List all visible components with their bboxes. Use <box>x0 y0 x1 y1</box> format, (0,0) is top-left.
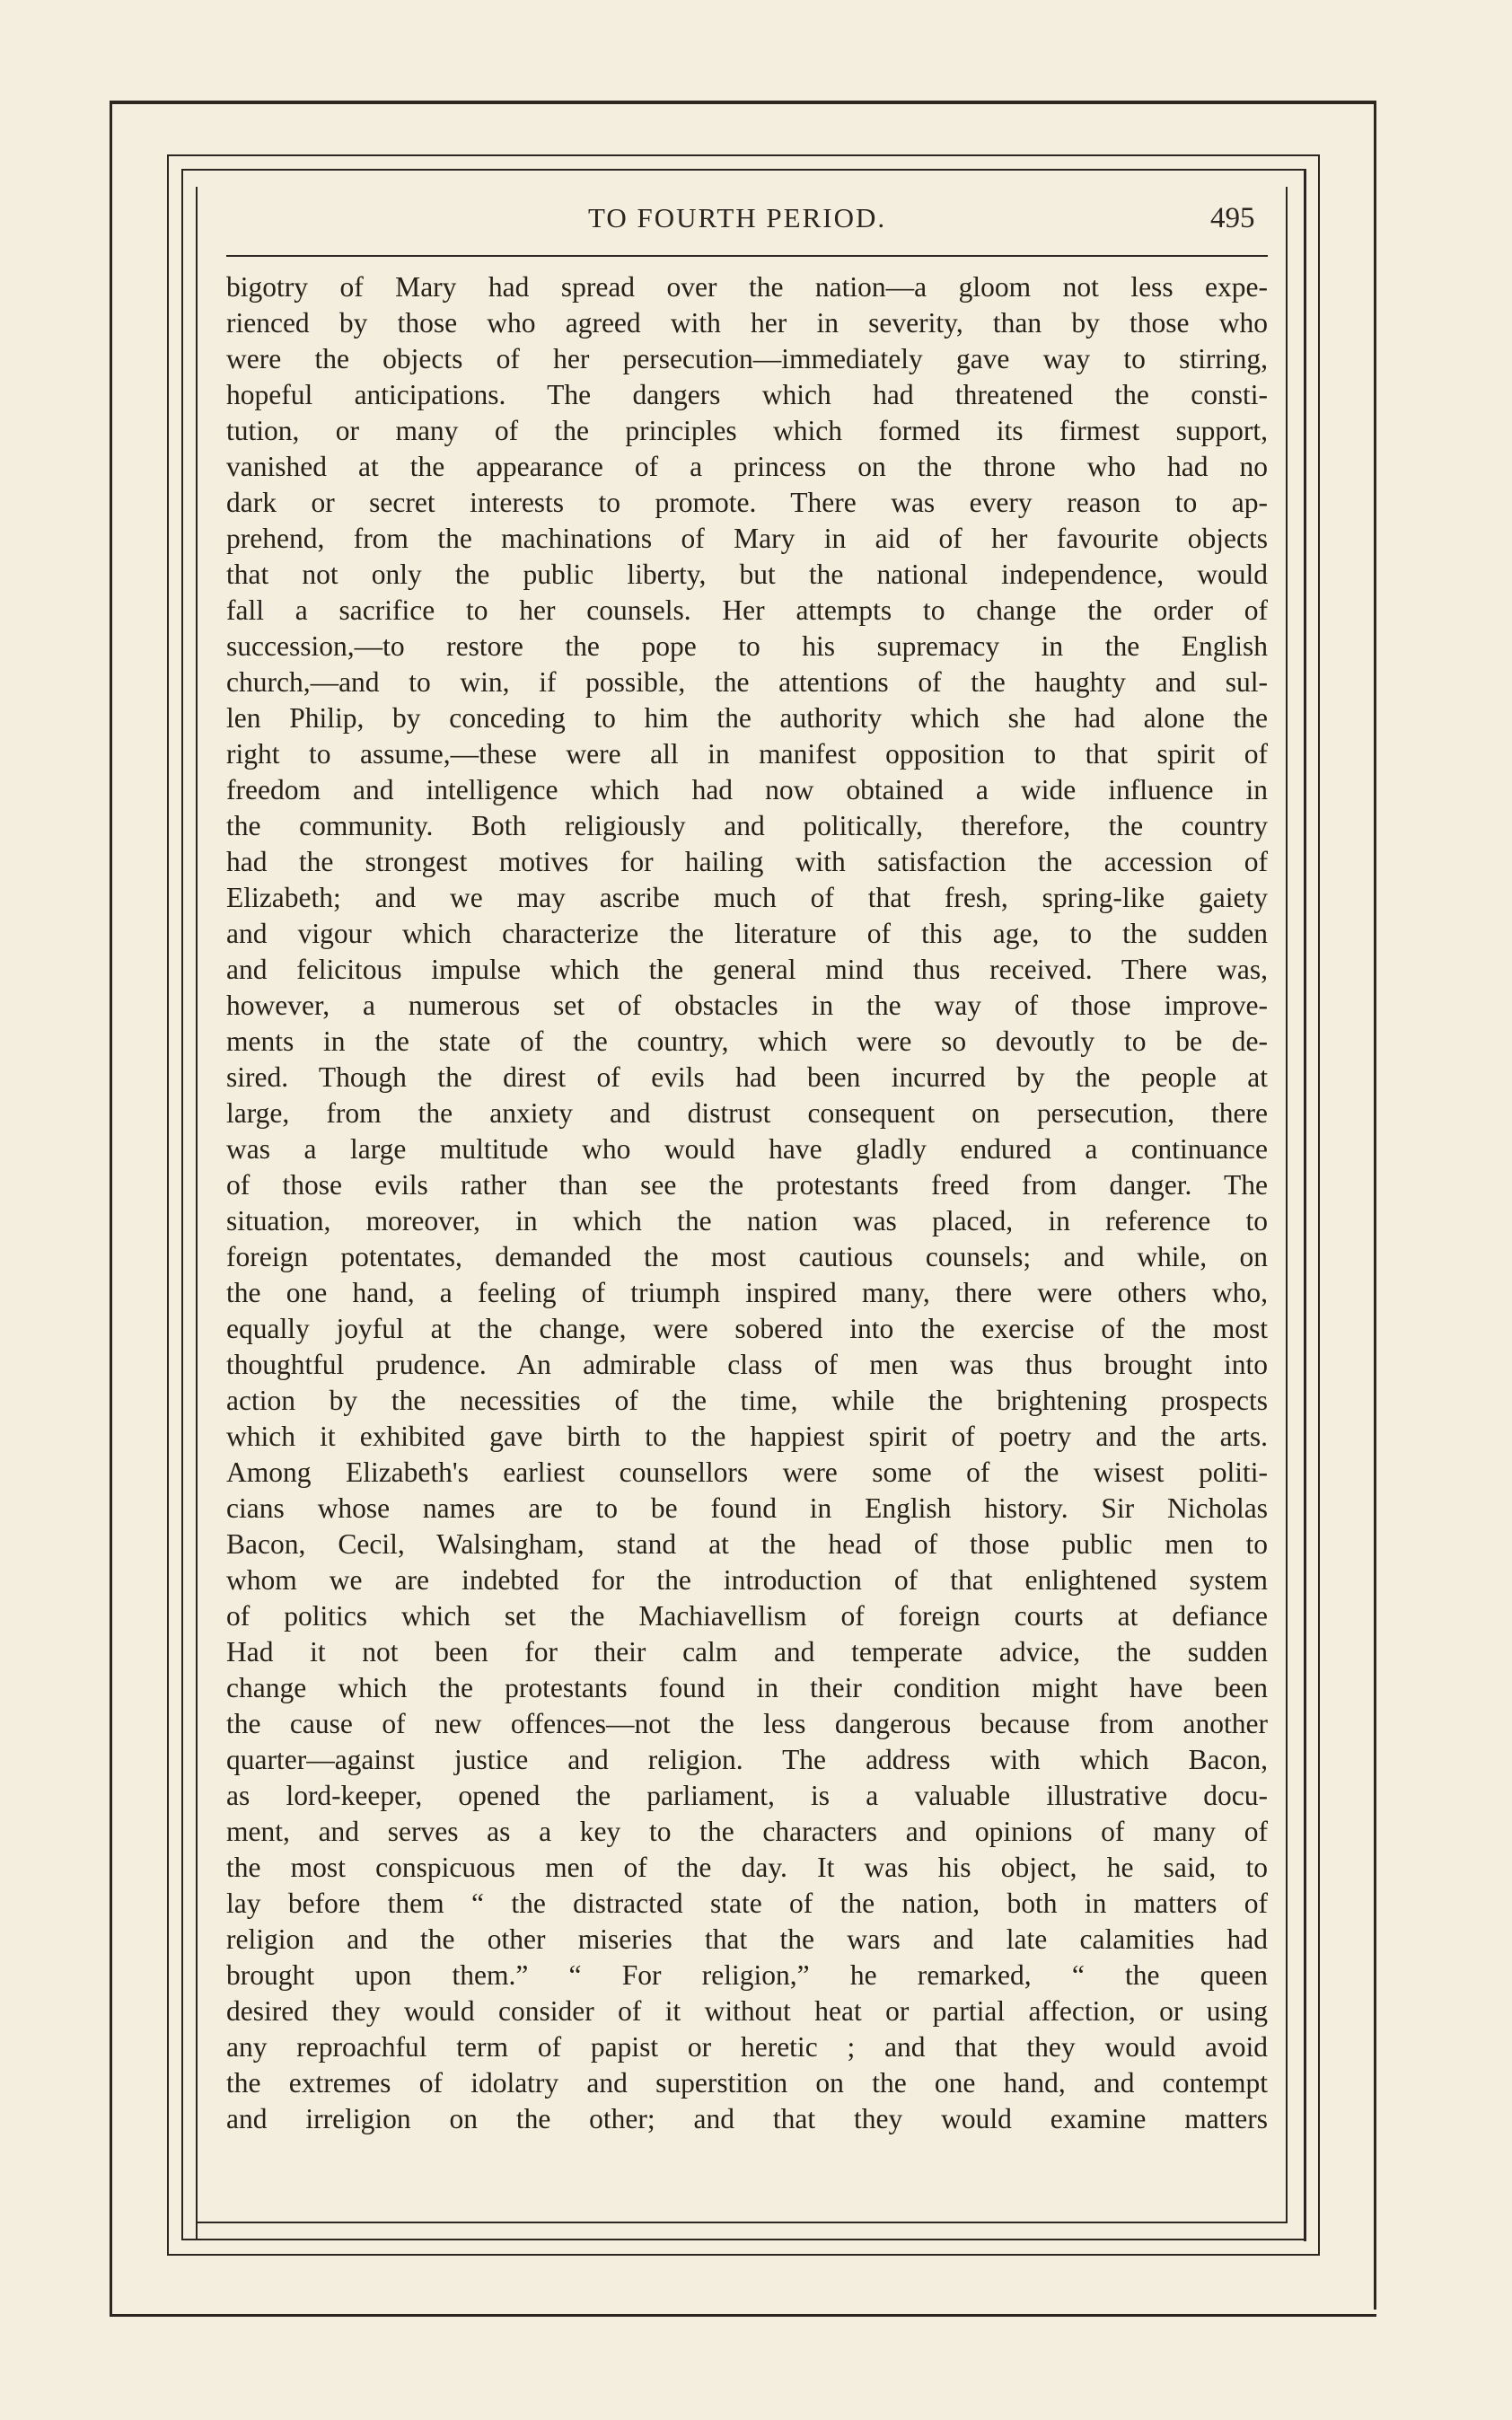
text-line: fall a sacrifice to her counsels. Her attempts to change the order of <box>226 594 1268 626</box>
frame-inner-right <box>1304 169 1306 2241</box>
frame-middle-right <box>1318 154 1320 2254</box>
text-line: ments in the state of the country, which were so devoutly to be de- <box>226 1025 1268 1057</box>
text-line: succession,—to restore the pope to his supremacy in the English <box>226 630 1268 662</box>
text-border-right <box>1286 187 1288 2223</box>
frame-middle-bottom <box>167 2254 1320 2256</box>
body-text <box>226 269 1268 2137</box>
text-line: right to assume,—these were all in manifest opposition to that spirit of <box>226 738 1268 770</box>
text-line: that not only the public liberty, but the national independence, would <box>226 559 1268 590</box>
text-border-bottom <box>196 2222 1288 2223</box>
text-line: situation, moreover, in which the nation was placed, in reference to <box>226 1205 1268 1236</box>
text-line: Bacon, Cecil, Walsingham, stand at the head of those public men to <box>226 1528 1268 1560</box>
text-line: the extremes of idolatry and superstition on the one hand, and contempt <box>226 2067 1268 2099</box>
text-line: change which the protestants found in their condition might have been <box>226 1672 1268 1703</box>
text-line: freedom and intelligence which had now obtained a wide influence in <box>226 774 1268 805</box>
text-line: thoughtful prudence. An admirable class of men was thus brought into <box>226 1349 1268 1380</box>
header-rule <box>226 255 1268 257</box>
text-line: which it exhibited gave birth to the happiest spirit of poetry and the arts. <box>226 1421 1268 1452</box>
text-line: vanished at the appearance of a princess on the throne who had no <box>226 451 1268 482</box>
text-line: ment, and serves as a key to the characters and opinions of many of <box>226 1816 1268 1847</box>
frame-inner-left <box>181 169 183 2240</box>
frame-middle-left <box>167 154 169 2256</box>
text-line: of those evils rather than see the protestants freed from danger. The <box>226 1169 1268 1201</box>
text-line: and felicitous impulse which the general mind thus received. There was, <box>226 954 1268 985</box>
text-line: desired they would consider of it without heat or partial affection, or using <box>226 1995 1268 2027</box>
frame-inner-top <box>181 169 1305 171</box>
frame-middle-top <box>167 154 1320 156</box>
text-line: Among Elizabeth's earliest counsellors were some of the wisest politi- <box>226 1456 1268 1488</box>
text-line: Had it not been for their calm and temperate advice, the sudden <box>226 1636 1268 1668</box>
text-line: whom we are indebted for the introduction of that enlightened system <box>226 1564 1268 1596</box>
text-line: large, from the anxiety and distrust consequent on persecution, there <box>226 1097 1268 1129</box>
text-line: church,—and to win, if possible, the attentions of the haughty and sul- <box>226 666 1268 698</box>
page-number: 495 <box>1210 202 1255 234</box>
text-line: len Philip, by conceding to him the authority which she had alone the <box>226 702 1268 734</box>
running-title: TO FOURTH PERIOD. <box>588 202 887 233</box>
text-line: the one hand, a feeling of triumph inspired many, there were others who, <box>226 1277 1268 1308</box>
text-line: equally joyful at the change, were sobered into the exercise of the most <box>226 1313 1268 1344</box>
text-line: lay before them “ the distracted state of the nation, both in matters of <box>226 1888 1268 1919</box>
text-line: prehend, from the machinations of Mary in aid of her favourite objects <box>226 523 1268 554</box>
text-line: brought upon them.” “ For religion,” he remarked, “ the queen <box>226 1959 1268 1991</box>
frame-outer-top <box>110 101 1376 104</box>
text-line: the most conspicuous men of the day. It was his object, he said, to <box>226 1852 1268 1883</box>
frame-inner-bottom <box>181 2239 1306 2240</box>
text-line: however, a numerous set of obstacles in the way of those improve- <box>226 990 1268 1021</box>
text-line: had the strongest motives for hailing with satisfaction the accession of <box>226 846 1268 877</box>
text-line: Elizabeth; and we may ascribe much of that fresh, spring-like gaiety <box>226 882 1268 913</box>
text-line: quarter—against justice and religion. The address with which Bacon, <box>226 1744 1268 1775</box>
text-line: the community. Both religiously and politically, therefore, the country <box>226 810 1268 841</box>
text-border-left <box>196 187 198 2240</box>
text-line: action by the necessities of the time, while the brightening prospects <box>226 1385 1268 1416</box>
text-line: hopeful anticipations. The dangers which had threatened the consti- <box>226 379 1268 410</box>
text-line: foreign potentates, demanded the most cautious counsels; and while, on <box>226 1241 1268 1272</box>
text-line: as lord-keeper, opened the parliament, is a valuable illustrative docu- <box>226 1780 1268 1811</box>
text-line: dark or secret interests to promote. There was every reason to ap- <box>226 487 1268 518</box>
text-line: sired. Though the direst of evils had been incurred by the people at <box>226 1061 1268 1093</box>
text-line: tution, or many of the principles which formed its firmest support, <box>226 415 1268 446</box>
text-line: and irreligion on the other; and that they would examine matters <box>226 2103 1268 2134</box>
text-line: rienced by those who agreed with her in severity, than by those who <box>226 307 1268 339</box>
frame-outer-right <box>1374 101 1376 2310</box>
text-line: of politics which set the Machiavellism of foreign courts at defiance <box>226 1600 1268 1632</box>
frame-outer-left <box>110 101 112 2317</box>
text-line: the cause of new offences—not the less dangerous because from another <box>226 1708 1268 1739</box>
text-line: was a large multitude who would have gladly endured a continuance <box>226 1133 1268 1165</box>
text-line: cians whose names are to be found in English history. Sir Nicholas <box>226 1492 1268 1524</box>
text-line: bigotry of Mary had spread over the nation—a gloom not less expe- <box>226 271 1268 303</box>
text-line: religion and the other miseries that the wars and late calamities had <box>226 1923 1268 1955</box>
frame-outer-bottom <box>110 2314 1376 2317</box>
text-line: and vigour which characterize the literature of this age, to the sudden <box>226 918 1268 949</box>
text-line: were the objects of her persecution—immediately gave way to stirring, <box>226 343 1268 374</box>
text-line: any reproachful term of papist or heretic ; and that they would avoid <box>226 2031 1268 2063</box>
